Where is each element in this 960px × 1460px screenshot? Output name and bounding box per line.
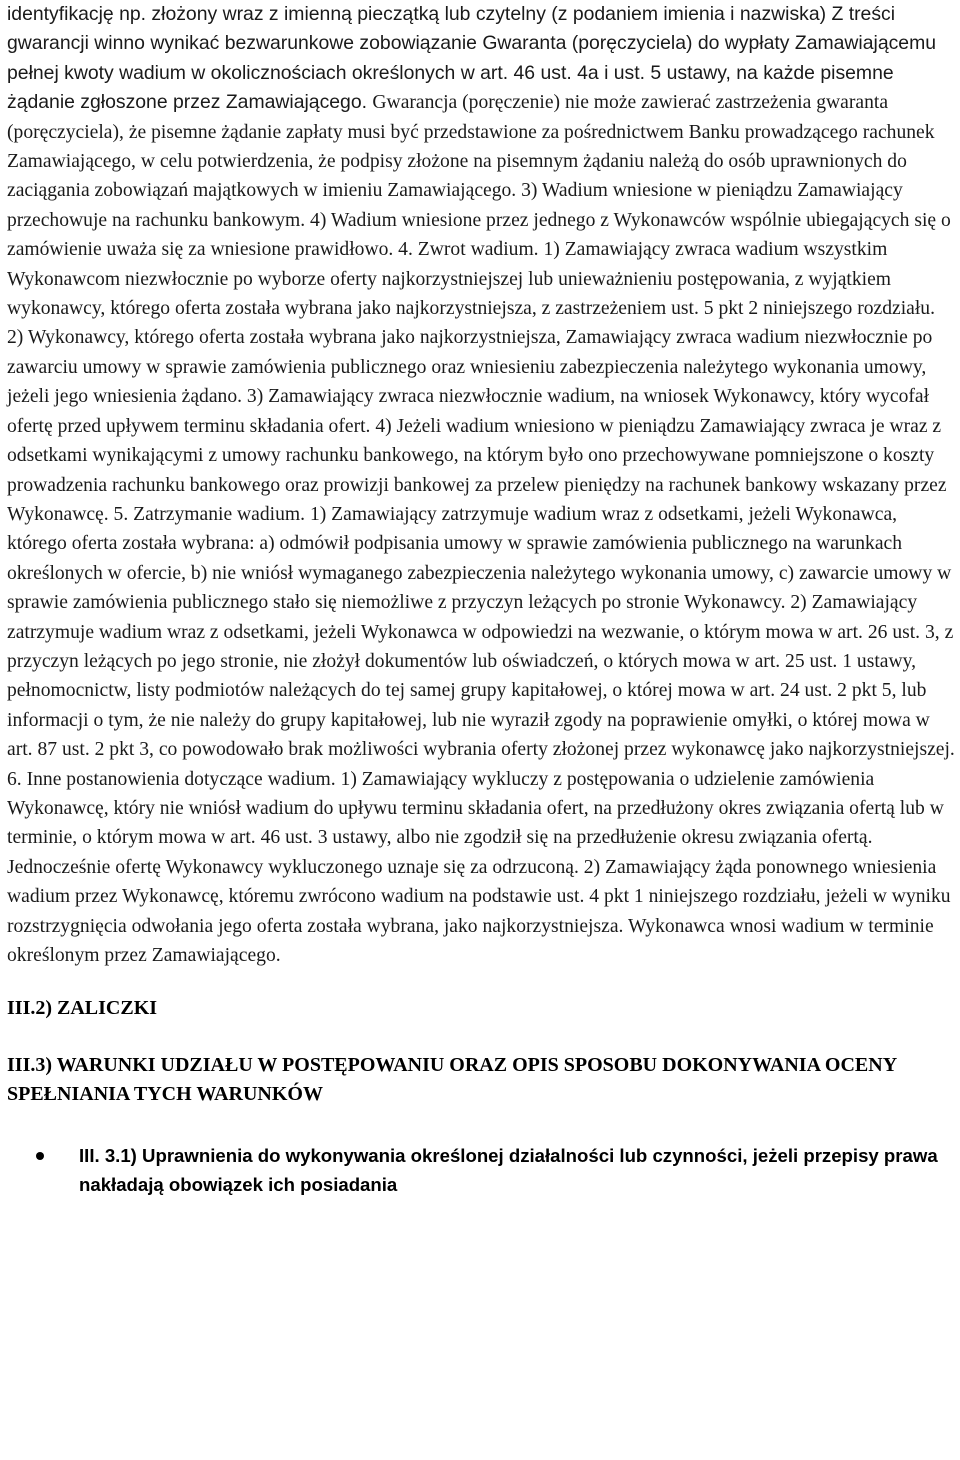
paragraph-guarantee-text xyxy=(7,0,955,970)
section-heading-zaliczki: III.2) ZALICZKI xyxy=(7,997,158,1020)
document-page xyxy=(7,0,955,1199)
main-text: Gwarancja (poręczenie) nie może zawierać zastrzeżenia gwaranta (poręczyciela), że pisemne żądanie zapłaty musi być przedstawione za pośrednictwem Banku prowadzącego rachunek Zamawiającego, w celu potwierdzenia, że podpisy złożone na pisemnym żądaniu należą do osób uprawnionych do zaciągania zobowiązań majątkowych w imieniu Zamawiającego. 3) Wadium wniesione w pieniądzu Zamawiający przechowuje na rachunku bankowym. 4) Wadium wniesione przez jednego z Wykonawców wspólnie ubiegających się o zamówienie uważa się za wniesione prawidłowo. 4. Zwrot wadium. 1) Zamawiający zwraca wadium wszystkim Wykonawcom niezwłocznie po wyborze oferty najkorzystniejszej lub unieważnieniu postępowania, z wyjątkiem wykonawcy, którego oferta została wybrana jako najkorzystniejsza, z zastrzeżeniem ust. 5 pkt 2 niniejszego rozdziału. 2) Wykonawcy, którego oferta została wybrana jako najkorzystniejsza, Zamawiający zwraca wadium niezwłocznie po zawarciu umowy w sprawie zamówienia publicznego oraz wniesieniu zabezpieczenia należytego wykonania umowy, jeżeli jego wniesienia żądano. 3) Zamawiający zwraca niezwłocznie wadium, na wniosek Wykonawcy, który wycofał ofertę przed upływem terminu składania ofert. 4) Jeżeli wadium wniesiono w pieniądzu Zamawiający zwraca je wraz z odsetkami wynikającymi z umowy rachunku bankowego, na którym było ono przechowywane pomniejszone o koszty prowadzenia rachunku bankowego oraz prowizji bankowej za przelew pieniędzy na rachunek bankowy wskazany przez Wykonawcę. 5. Zatrzymanie wadium. 1) Zamawiający zatrzymuje wadium wraz z odsetkami, jeżeli Wykonawca, którego oferta została wybrana: a) odmówił podpisania umowy w sprawie zamówienia publicznego na warunkach określonych w ofercie, b) nie wniósł wymaganego zabezpieczenia należytego wykonania umowy, c) zawarcie umowy w sprawie zamówienia publicznego stało się niemożliwe z przyczyn leżących po stronie Wykonawcy. 2) Zamawiający zatrzymuje wadium wraz z odsetkami, jeżeli Wykonawca w odpowiedzi na wezwanie, o którym mowa w art. 26 ust. 3, z przyczyn leżących po jego stronie, nie złożył dokumentów lub oświadczeń, o których mowa w art. 25 ust. 1 ustawy, pełnomocnictw, listy podmiotów należących do tej samej grupy kapitałowej, o której mowa w art. 24 ust. 2 pkt 5, lub informacji o tym, że nie należy do grupy kapitałowej, lub nie wyraził zgody na poprawienie omyłki, o której mowa w art. 87 ust. 2 pkt 3, co powodowało brak możliwości wybrania oferty złożonej przez wykonawcę jako najkorzystniejszej. 6. Inne postanowienia dotyczące wadium. 1) Zamawiający wykluczy z postępowania o udzielenie zamówienia Wykonawcę, który nie wniósł wadium do upływu terminu składania ofert, na przedłużony okres związania ofertą lub w terminie, o którym mowa w art. 46 ust. 3 ustawy, albo nie zgodził się na przedłużenie okresu związania ofertą. Jednocześnie ofertę Wykonawcy wykluczonego uznaje się za odrzuconą. 2) Zamawiający żąda ponownego wniesienia wadium przez Wykonawcę, któremu zwrócono wadium na podstawie ust. 4 pkt 1 niniejszego rozdziału, jeżeli w wyniku rozstrzygnięcia odwołania jego oferta została wybrana, jako najkorzystniejsza. Wykonawca wnosi wadium w terminie określonym przez Zamawiającego. xyxy=(7,92,955,966)
section-heading-warunki: III.3) WARUNKI UDZIAŁU W POSTĘPOWANIU ORAZ OPIS SPOSOBU DOKONYWANIA OCENY SPEŁNIANIA TYCH WARUNKÓW xyxy=(7,1054,897,1106)
list-item-text: III. 3.1) Uprawnienia do wykonywania określonej działalności lub czynności, jeżeli przepisy prawa nakładają obowiązek ich posiadania xyxy=(79,1145,938,1196)
list-item xyxy=(7,1141,955,1199)
top-text: identyfikację np. złożony wraz z imienną pieczątką lub czytelny (z podaniem imienia i nazwiska) Z treści gwarancji winno wynikać bezwarunkowe zobowiązanie Gwaranta (poręczyciela) do wypłaty Zamawiającemu pełnej kwoty wadium w okolicznościach określonych w art. 46 ust. 4a i ust. 5 ustawy, na każde pisemne żądanie zgłoszone przez Zamawiającego. xyxy=(7,3,937,114)
bullet-icon xyxy=(36,1152,44,1160)
requirements-list xyxy=(7,1141,955,1199)
